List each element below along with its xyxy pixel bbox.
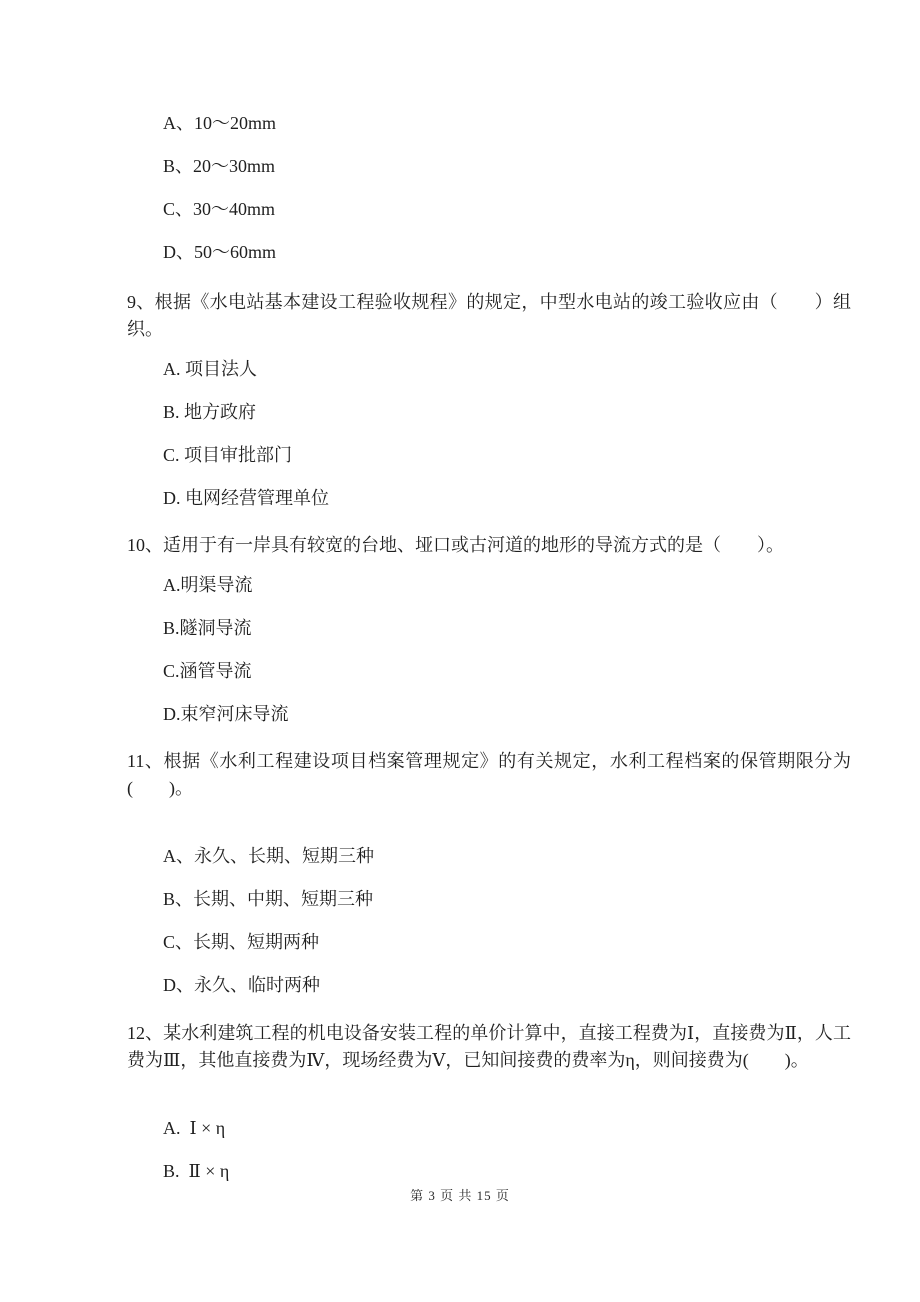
- question-11-option-b: B、长期、中期、短期三种: [163, 889, 374, 909]
- question-9-option-b: B. 地方政府: [163, 402, 257, 422]
- question-12-options: [127, 1117, 851, 1182]
- question-9-options: [127, 358, 851, 509]
- question-9-stem: 9、根据《水电站基本建设工程验收规程》的规定，中型水电站的竣工验收应由（ ）组织。: [127, 292, 851, 339]
- question-9-option-c: C. 项目审批部门: [163, 445, 293, 465]
- question-11-options: [127, 845, 851, 996]
- page-footer: 第 3 页 共 15 页: [410, 1188, 510, 1203]
- question-12-stem: 12、某水利建筑工程的机电设备安装工程的单价计算中，直接工程费为Ⅰ，直接费为Ⅱ，人工费为Ⅲ，其他直接费为Ⅳ，现场经费为Ⅴ，已知间接费的费率为η，则间接费为( )。: [127, 1023, 851, 1070]
- question-10-option-c: C.涵管导流: [163, 661, 252, 681]
- question-8-option-d: D、50～60mm: [163, 242, 277, 262]
- page-content: [127, 0, 851, 1182]
- question-12-option-b: B. Ⅱ × η: [163, 1161, 230, 1181]
- question-8-option-c: C、30～40mm: [163, 199, 276, 219]
- question-10-stem: 10、适用于有一岸具有较宽的台地、垭口或古河道的地形的导流方式的是（ ）。: [127, 535, 784, 555]
- question-8-options: [127, 112, 851, 263]
- question-11-option-a: A、永久、长期、短期三种: [163, 846, 374, 866]
- question-11-option-c: C、长期、短期两种: [163, 932, 320, 952]
- question-11-stem: 11、根据《水利工程建设项目档案管理规定》的有关规定，水利工程档案的保管期限分为( )。: [127, 751, 851, 798]
- question-9-option-d: D. 电网经营管理单位: [163, 488, 329, 508]
- question-9-option-a: A. 项目法人: [163, 359, 257, 379]
- question-11-option-d: D、永久、临时两种: [163, 975, 320, 995]
- question-8-options-block: [127, 112, 851, 263]
- question-12: [127, 1020, 851, 1182]
- question-8-option-b: B、20～30mm: [163, 156, 276, 176]
- question-12-option-a: A. Ⅰ × η: [163, 1118, 226, 1138]
- question-9: [127, 289, 851, 509]
- question-10-option-d: D.束窄河床导流: [163, 704, 289, 724]
- question-10-option-a: A.明渠导流: [163, 575, 253, 595]
- question-8-option-a: A、10～20mm: [163, 113, 277, 133]
- question-11: [127, 748, 851, 996]
- question-10-options: [127, 574, 851, 725]
- question-10-option-b: B.隧洞导流: [163, 618, 252, 638]
- question-10: [127, 532, 851, 725]
